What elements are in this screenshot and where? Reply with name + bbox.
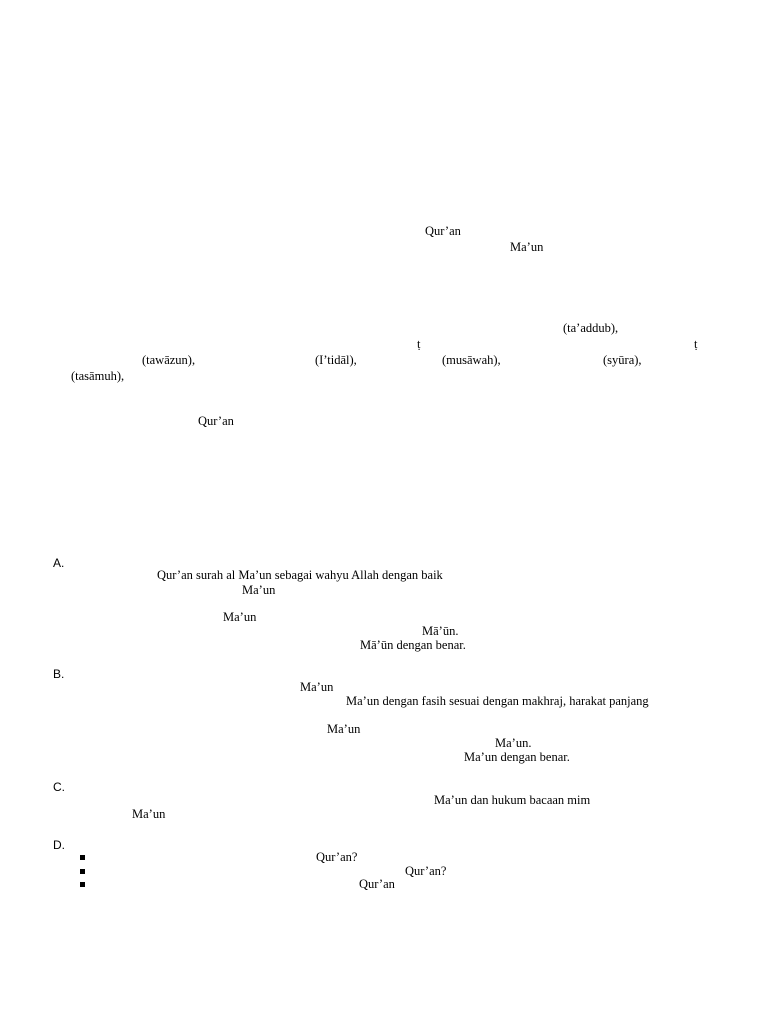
- section-a-line-1: Qur’an surah al Ma’un sebagai wahyu Allah dengan baik: [157, 568, 443, 582]
- value-t-dot-2: ṭ: [694, 337, 698, 351]
- value-t-dot-1: ṭ: [417, 337, 421, 351]
- section-b-heading: B.: [53, 667, 65, 681]
- intro-quran: Qur’an: [425, 224, 461, 238]
- section-d-heading: D.: [53, 838, 65, 852]
- value-syura: (syūra),: [603, 353, 642, 367]
- section-a-heading: A.: [53, 556, 65, 570]
- section-c-line-1: Ma’un dan hukum bacaan mim: [434, 793, 591, 807]
- section-a-line-3: Ma’un: [223, 610, 257, 624]
- section-d-item-3: Qur’an: [359, 877, 395, 891]
- value-taaddub: (ta’addub),: [563, 321, 619, 335]
- section-c-line-2: Ma’un: [132, 807, 166, 821]
- bullet-icon: [80, 882, 85, 887]
- section-d-item-2: Qur’an?: [405, 864, 447, 878]
- value-musawah: (musāwah),: [442, 353, 501, 367]
- section-d-item-1: Qur’an?: [316, 850, 358, 864]
- value-itidal: (I’tidāl),: [315, 353, 357, 367]
- section-b-line-3: Ma’un: [327, 722, 361, 736]
- value-tawazun: (tawāzun),: [142, 353, 196, 367]
- section-a-line-4: Mā’ūn.: [422, 624, 459, 638]
- bullet-icon: [80, 869, 85, 874]
- intro-maun: Ma’un: [510, 240, 544, 254]
- section-b-line-4: Ma’un.: [495, 736, 532, 750]
- section-b-line-1: Ma’un: [300, 680, 334, 694]
- quran-note: Qur’an: [198, 414, 234, 428]
- section-a-line-2: Ma’un: [242, 583, 276, 597]
- section-c-heading: C.: [53, 780, 65, 794]
- section-b-line-5: Ma’un dengan benar.: [464, 750, 570, 764]
- value-tasamuh: (tasāmuh),: [71, 369, 125, 383]
- section-a-line-5: Mā’ūn dengan benar.: [360, 638, 466, 652]
- section-b-line-2: Ma’un dengan fasih sesuai dengan makhraj, harakat panjang: [346, 694, 649, 708]
- bullet-icon: [80, 855, 85, 860]
